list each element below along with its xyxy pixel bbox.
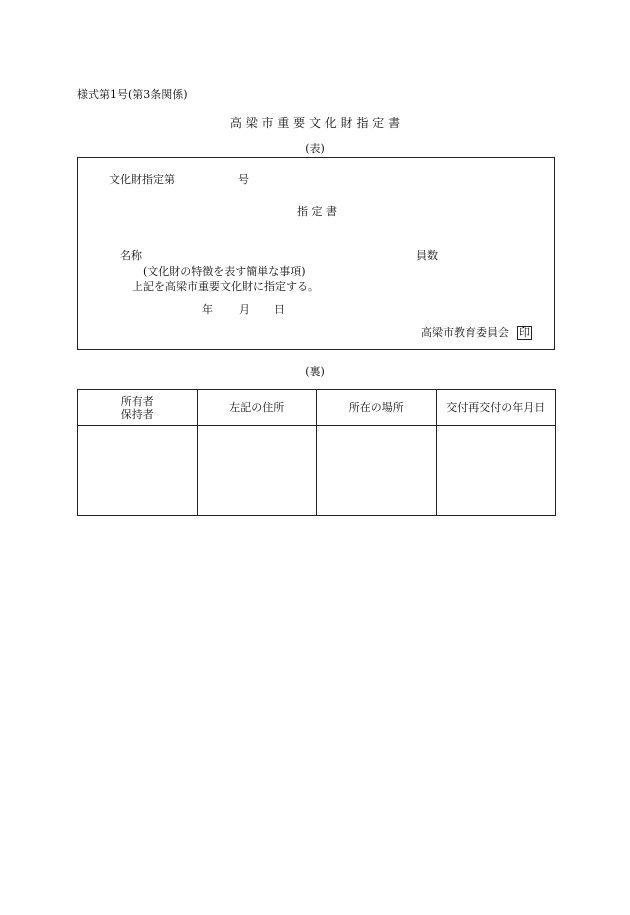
issuer-name: 高梁市教育委員会: [421, 326, 509, 339]
feature-note: (文化財の特徴を表す簡単な事項): [143, 265, 306, 278]
header-location: 所在の場所: [317, 390, 437, 426]
date-month: 月: [239, 303, 250, 316]
address-cell[interactable]: [197, 426, 317, 516]
count-label: 員数: [416, 249, 438, 262]
location-cell[interactable]: [317, 426, 437, 516]
designation-number-suffix: 号: [238, 173, 249, 186]
form-number: 様式第1号(第3条関係): [77, 88, 188, 101]
back-label: (裏): [305, 365, 325, 378]
header-issue-date: 交付再交付の年月日: [436, 390, 556, 426]
back-table-entry-row: [78, 426, 556, 516]
header-owner: 所有者: [120, 394, 154, 408]
owner-holder-cell[interactable]: [78, 426, 198, 516]
date-year: 年: [202, 303, 213, 316]
back-side-table: [77, 389, 556, 516]
certificate-heading: 指 定 書: [297, 205, 337, 218]
front-side-box: [77, 157, 555, 350]
issuer-line: [421, 324, 532, 340]
back-table-header-row: [78, 390, 556, 426]
seal-mark: 印: [519, 326, 530, 339]
issue-date-cell[interactable]: [436, 426, 556, 516]
header-owner-holder: [78, 390, 198, 426]
designation-statement: 上記を高梁市重要文化財に指定する。: [132, 280, 319, 293]
header-address: 左記の住所: [197, 390, 317, 426]
designation-number-prefix: 文化財指定第: [109, 173, 175, 186]
document-title: 高 梁 市 重 要 文 化 財 指 定 書: [229, 116, 401, 130]
front-label: (表): [305, 142, 325, 155]
date-day: 日: [274, 303, 285, 316]
name-label: 名称: [120, 249, 142, 262]
header-holder: 保持者: [120, 407, 154, 421]
